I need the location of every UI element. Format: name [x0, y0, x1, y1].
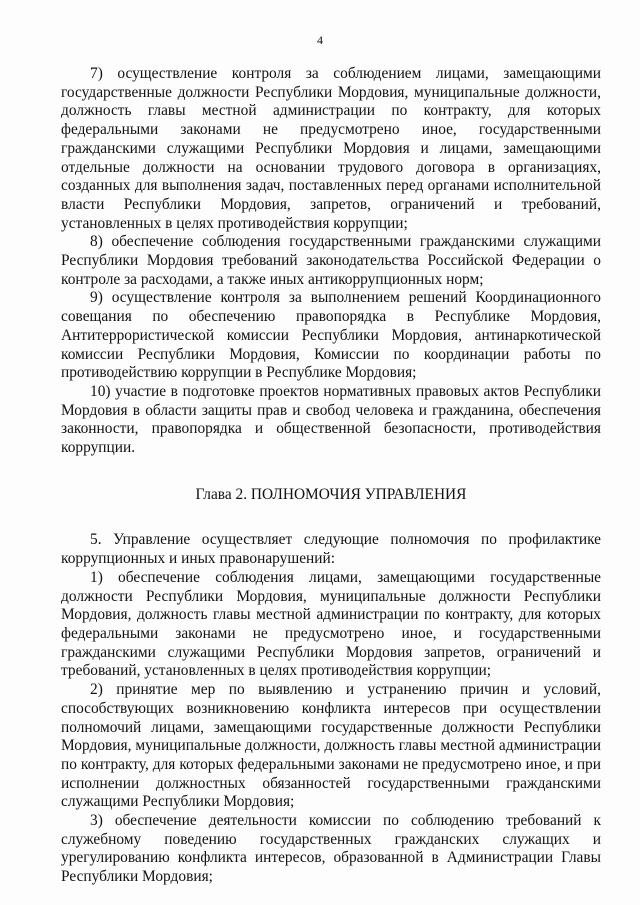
paragraph-subitem-2: 2) принятие мер по выявлению и устранению причин и условий, способствующих возникновению конфликта интересов при осуществлении полномочий лицами, замещающими государственные должности Республики Мордовия, муниципальные должности, должность главы местной администрации по контракту, для которых федеральными законами не предусмотрено иное, и при исполнении должностных обязанностей государственными гражданскими служащими Республики Мордовия; — [61, 681, 601, 811]
paragraph-subitem-3: 3) обеспечение деятельности комиссии по соблюдению требований к служебному поведению государственных гражданских служащих и урегулированию конфликта интересов, образованной в Администрации Главы Республики Мордовия; — [61, 812, 601, 886]
document-body — [61, 65, 601, 887]
paragraph-clause-5: 5. Управление осуществляет следующие полномочия по профилактике коррупционных и иных правонарушений: — [61, 531, 601, 568]
chapter-heading: Глава 2. ПОЛНОМОЧИЯ УПРАВЛЕНИЯ — [195, 485, 467, 503]
paragraph-item-7: 7) осуществление контроля за соблюдением лицами, замещающими государственные должности Республики Мордовия, муниципальные должности, должность главы местной администрации по контракту, для которых федеральными законами не предусмотрено иное, государственными гражданскими служащими Республики Мордовия и лицами, замещающими отдельные должности на основании трудового договора в организациях, созданных для выполнения задач, поставленных перед органами исполнительной власти Республики Мордовия, запретов, ограничений и требований, установленных в целях противодействия коррупции; — [61, 65, 601, 232]
paragraph-item-8: 8) обеспечение соблюдения государственными гражданскими служащими Республики Мордовия требований законодательства Российской Федерации о контроле за расходами, а также иных антикоррупционных норм; — [61, 233, 601, 288]
paragraph-item-9: 9) осуществление контроля за выполнением решений Координационного совещания по обеспечению правопорядка в Республике Мордовия, Антитеррористической комиссии Республики Мордовия, антинаркотической комиссии Республики Мордовия, Комиссии по координации работы по противодействию коррупции в Республике Мордовия; — [61, 289, 601, 382]
paragraph-subitem-1: 1) обеспечение соблюдения лицами, замещающими государственные должности Республики Мордовия, муниципальные должности Республики Мордовия, должность главы местной администрации по контракту, для которых федеральными законами не предусмотрено иное, и государственными гражданскими служащими Республики Мордовия запретов, ограничений и требований, установленных в целях противодействия коррупции; — [61, 568, 601, 680]
page-number: 4 — [317, 33, 323, 47]
paragraph-item-10: 10) участие в подготовке проектов нормативных правовых актов Республики Мордовия в области защиты прав и свобод человека и гражданина, обеспечения законности, правопорядка и общественной безопасности, противодействия коррупции. — [61, 382, 601, 457]
